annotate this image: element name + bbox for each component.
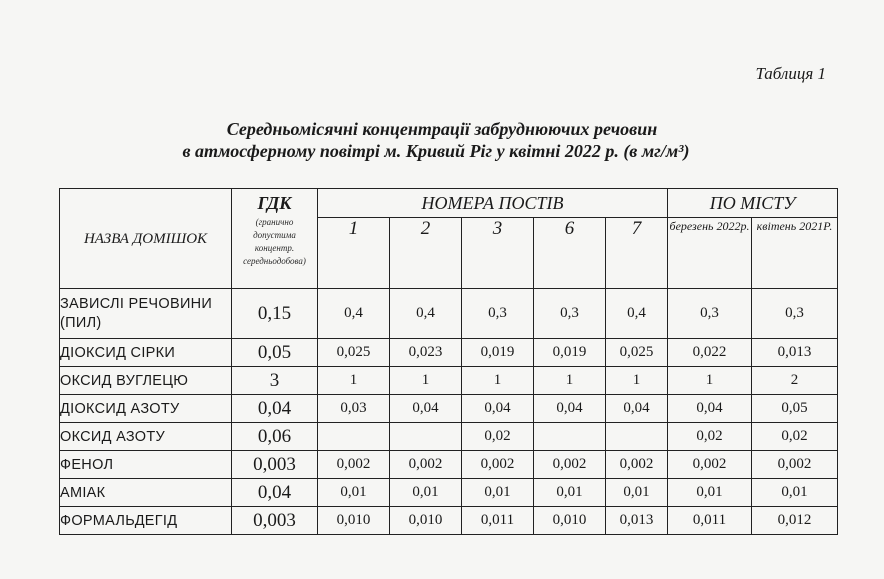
post-value: 1	[462, 367, 534, 395]
city-value: 0,013	[752, 339, 838, 367]
city-value: 0,002	[668, 451, 752, 479]
table-body	[60, 289, 838, 535]
post-value: 0,04	[462, 395, 534, 423]
post-value: 0,01	[390, 479, 462, 507]
city-value: 0,02	[752, 423, 838, 451]
pollutant-name: ДІОКСИД АЗОТУ	[60, 395, 232, 423]
table-title	[0, 118, 884, 162]
pollutant-name: ОКСИД ВУГЛЕЦЮ	[60, 367, 232, 395]
post-value: 1	[534, 367, 606, 395]
header-post-6: 6	[534, 218, 606, 289]
pollutant-table	[59, 188, 838, 535]
header-post-1: 1	[318, 218, 390, 289]
city-value: 2	[752, 367, 838, 395]
post-value: 0,002	[318, 451, 390, 479]
table-row	[60, 451, 838, 479]
gdk-value: 0,15	[232, 289, 318, 339]
gdk-value: 0,05	[232, 339, 318, 367]
post-value: 0,3	[534, 289, 606, 339]
post-value: 0,019	[462, 339, 534, 367]
gdk-value: 0,003	[232, 507, 318, 535]
post-value: 0,3	[462, 289, 534, 339]
city-value: 0,04	[668, 395, 752, 423]
post-value: 0,01	[462, 479, 534, 507]
pollutant-name: ОКСИД АЗОТУ	[60, 423, 232, 451]
header-city-march-2022: березень 2022р.	[668, 218, 752, 289]
city-value: 0,022	[668, 339, 752, 367]
gdk-value: 0,06	[232, 423, 318, 451]
city-value: 0,02	[668, 423, 752, 451]
post-value: 0,02	[462, 423, 534, 451]
header-gdk-title: ГДК	[257, 193, 292, 213]
header-post-7: 7	[606, 218, 668, 289]
post-value: 0,011	[462, 507, 534, 535]
post-value: 0,013	[606, 507, 668, 535]
post-value: 0,002	[390, 451, 462, 479]
post-value: 0,4	[318, 289, 390, 339]
post-value	[390, 423, 462, 451]
post-value: 0,002	[606, 451, 668, 479]
title-line-1: Середньомісячні концентрації забруднюючих речовин	[226, 119, 658, 139]
table-row	[60, 395, 838, 423]
post-value: 0,04	[390, 395, 462, 423]
post-value: 0,023	[390, 339, 462, 367]
post-value: 0,010	[534, 507, 606, 535]
table-row	[60, 339, 838, 367]
post-value: 0,4	[390, 289, 462, 339]
post-value: 0,002	[534, 451, 606, 479]
post-value: 0,03	[318, 395, 390, 423]
post-value: 0,019	[534, 339, 606, 367]
post-value: 1	[318, 367, 390, 395]
table-row	[60, 479, 838, 507]
header-gdk-note: (гранично допустима концентр. середньодобова)	[243, 217, 306, 266]
gdk-value: 0,04	[232, 395, 318, 423]
post-value: 0,04	[606, 395, 668, 423]
post-value: 0,01	[606, 479, 668, 507]
header-post-2: 2	[390, 218, 462, 289]
post-value: 0,025	[318, 339, 390, 367]
pollutant-name: ФОРМАЛЬДЕГІД	[60, 507, 232, 535]
header-city: ПО МІСТУ	[668, 189, 838, 218]
city-value: 0,011	[668, 507, 752, 535]
header-city-april-2021: квітень 2021Р.	[752, 218, 838, 289]
post-value: 1	[390, 367, 462, 395]
gdk-value: 3	[232, 367, 318, 395]
pollutant-name: ДІОКСИД СІРКИ	[60, 339, 232, 367]
post-value: 0,4	[606, 289, 668, 339]
header-post-3: 3	[462, 218, 534, 289]
pollutant-name: ЗАВИСЛІ РЕЧОВИНИ (ПИЛ)	[60, 289, 232, 339]
post-value: 1	[606, 367, 668, 395]
header-gdk	[232, 189, 318, 289]
table-row	[60, 367, 838, 395]
post-value: 0,01	[318, 479, 390, 507]
post-value	[606, 423, 668, 451]
city-value: 0,3	[668, 289, 752, 339]
city-value: 1	[668, 367, 752, 395]
pollutant-name: ФЕНОЛ	[60, 451, 232, 479]
city-value: 0,012	[752, 507, 838, 535]
post-value: 0,010	[390, 507, 462, 535]
post-value	[318, 423, 390, 451]
city-value: 0,002	[752, 451, 838, 479]
gdk-value: 0,04	[232, 479, 318, 507]
post-value: 0,002	[462, 451, 534, 479]
table-row	[60, 507, 838, 535]
header-posts: НОМЕРА ПОСТІВ	[318, 189, 668, 218]
pollutant-name: АМІАК	[60, 479, 232, 507]
header-name: НАЗВА ДОМІШОК	[60, 189, 232, 289]
post-value: 0,010	[318, 507, 390, 535]
post-value: 0,04	[534, 395, 606, 423]
table-row	[60, 289, 838, 339]
table-row	[60, 423, 838, 451]
post-value: 0,025	[606, 339, 668, 367]
city-value: 0,05	[752, 395, 838, 423]
post-value	[534, 423, 606, 451]
gdk-value: 0,003	[232, 451, 318, 479]
city-value: 0,01	[752, 479, 838, 507]
city-value: 0,3	[752, 289, 838, 339]
title-line-2: в атмосферному повітрі м. Кривий Ріг у квітні 2022 р. (в мг/м³)	[182, 141, 690, 161]
table-number: Таблиця 1	[755, 64, 826, 83]
post-value: 0,01	[534, 479, 606, 507]
city-value: 0,01	[668, 479, 752, 507]
